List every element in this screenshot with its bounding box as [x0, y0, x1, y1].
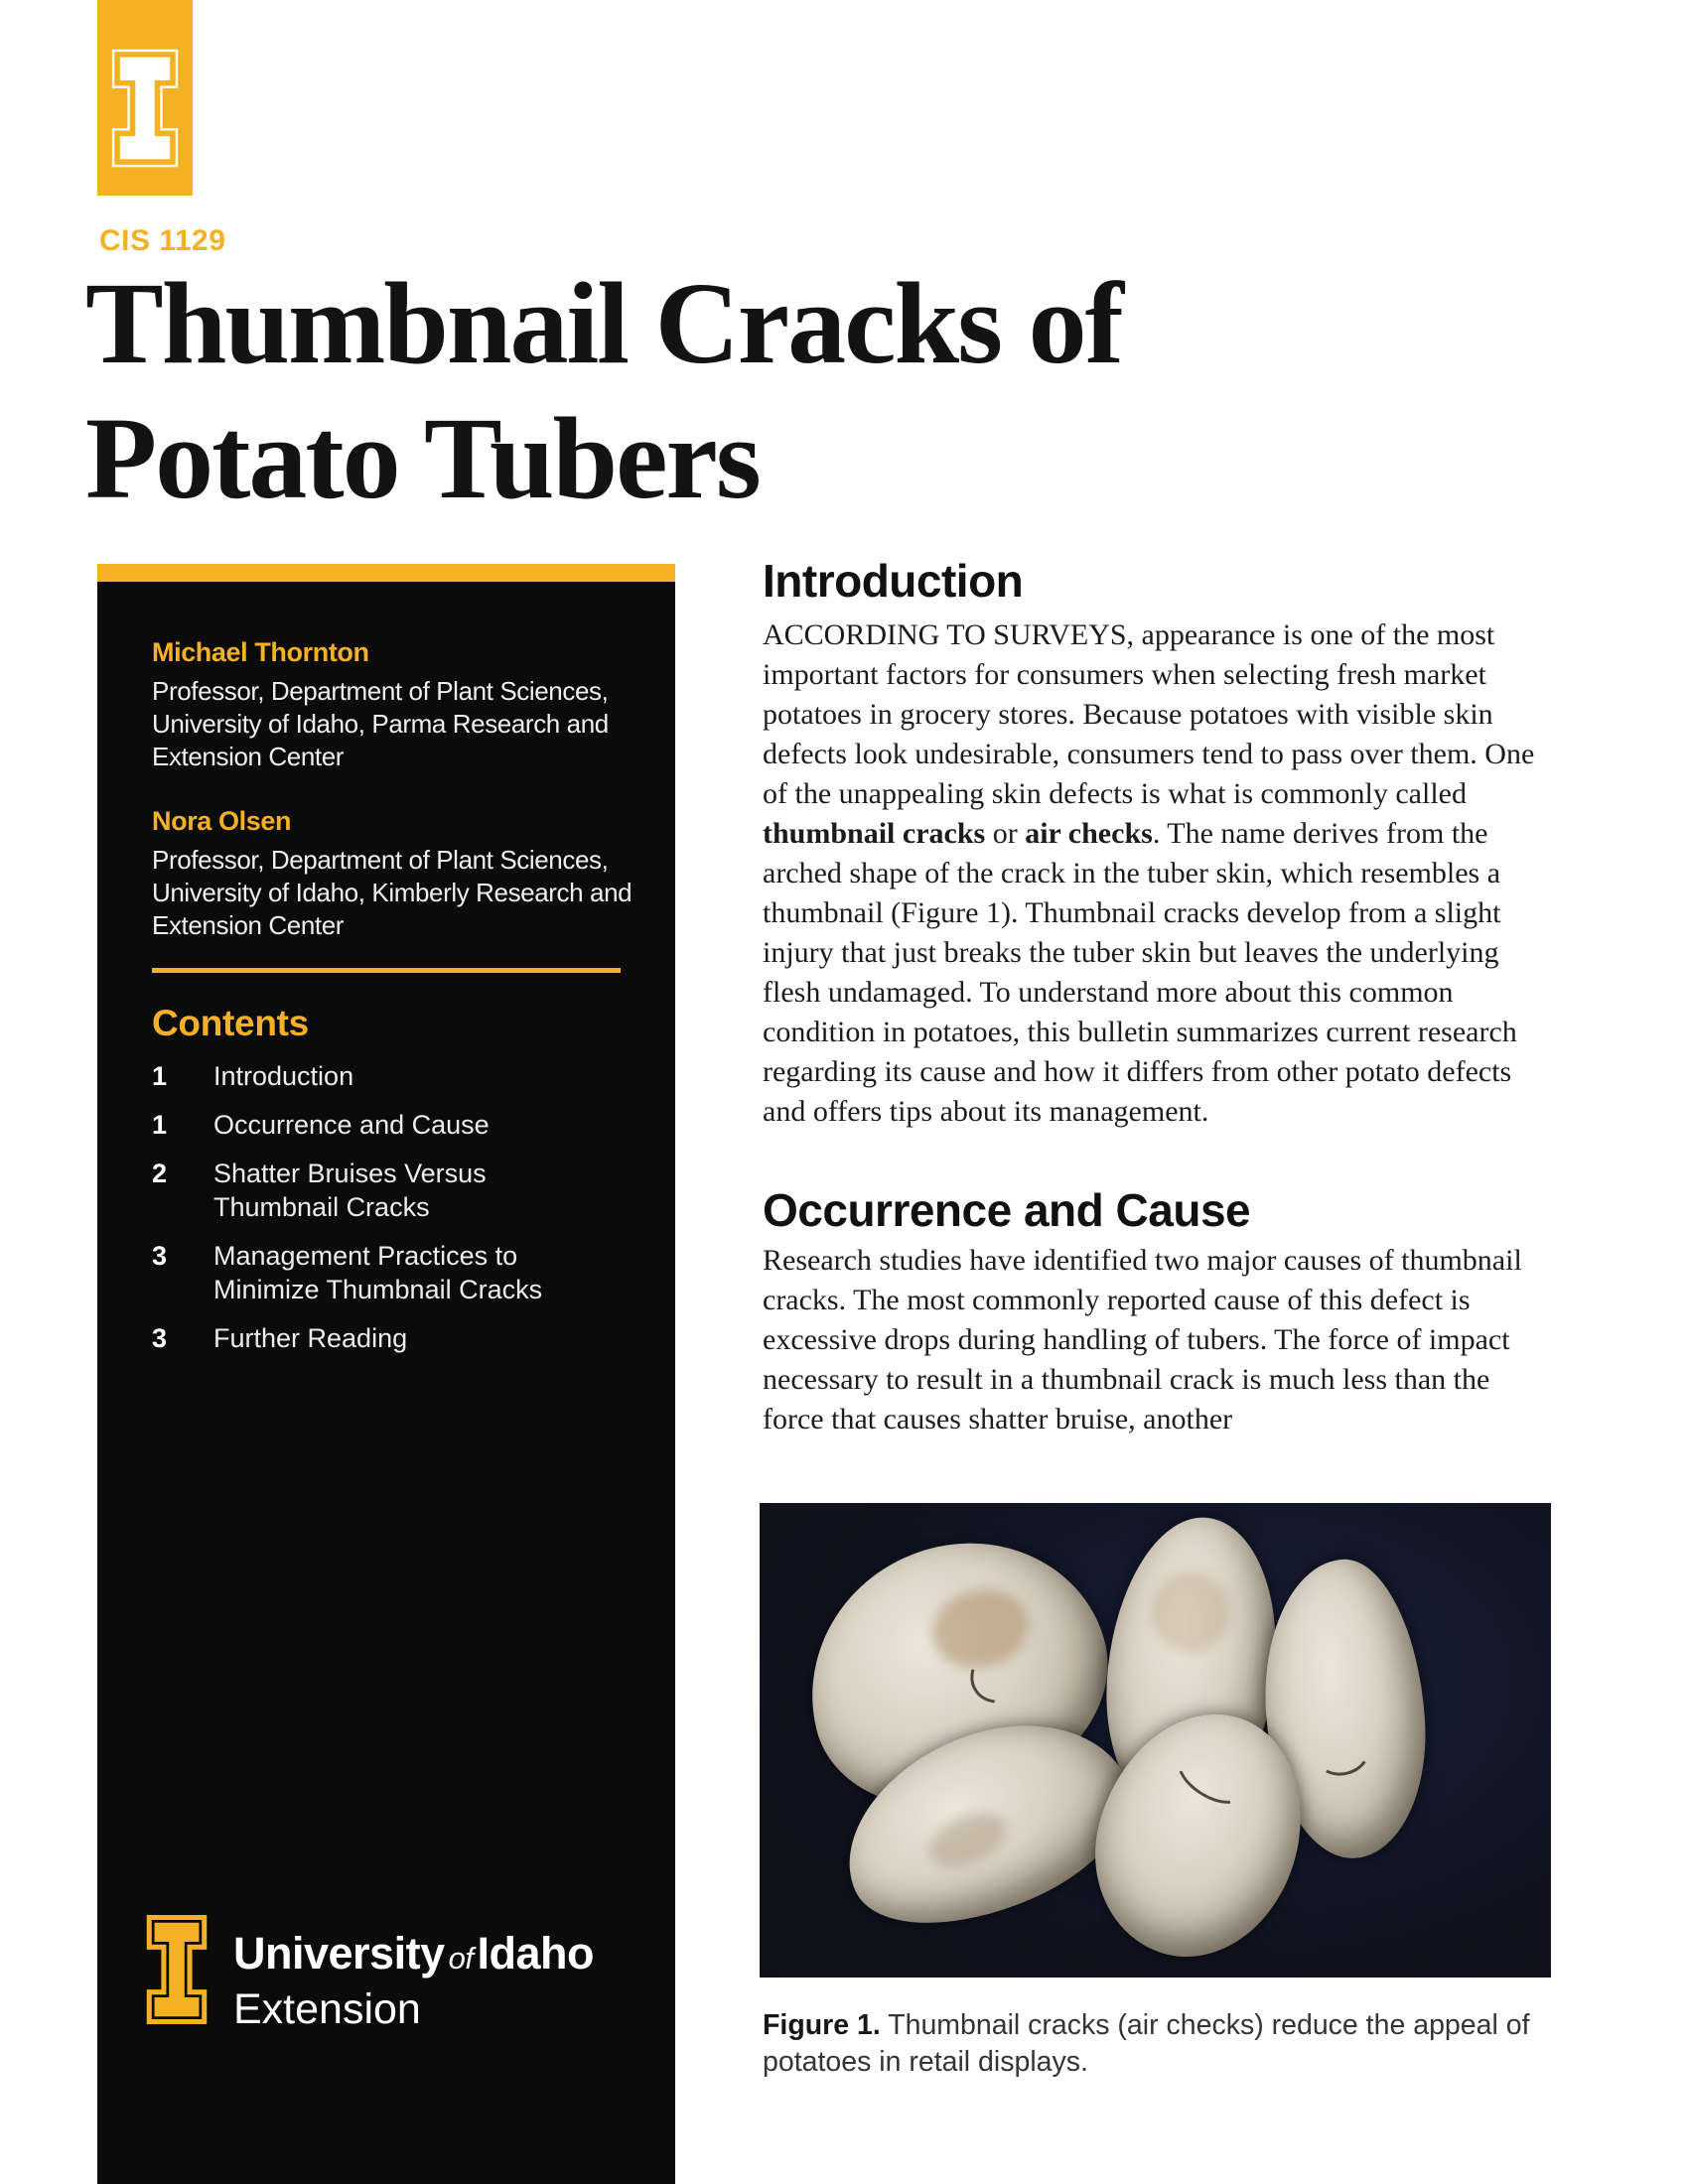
author-block	[152, 637, 640, 773]
occurrence-paragraph: Research studies have identified two major causes of thumbnail cracks. The most commonly reported cause of this defect is excessive drops during handling of tubers. The force of impact necessary to result in a thumbnail crack is much less than the force that causes shatter bruise, another	[763, 1244, 1522, 1435]
toc-item-label: Occurrence and Cause	[213, 1110, 490, 1140]
contents-heading: Contents	[152, 1003, 309, 1043]
section-heading-occurrence-and-cause: Occurrence and Cause	[763, 1184, 1251, 1236]
author-name: Nora Olsen	[152, 806, 292, 836]
extension-brandmark	[144, 1906, 594, 2038]
toc-item	[152, 1059, 619, 1093]
potato-blemish	[1147, 1569, 1234, 1657]
toc-item	[152, 1108, 619, 1142]
author-name: Michael Thornton	[152, 637, 369, 667]
figure-1-photo	[760, 1503, 1551, 1978]
toc-item-label: Further Reading	[213, 1323, 408, 1353]
author-block	[152, 806, 640, 942]
toc-page-number: 3	[152, 1323, 168, 1353]
university-of-idaho-logo-block	[97, 0, 193, 196]
introduction-paragraph: ACCORDING TO SURVEYS, appearance is one of the most important factors for consumers when selecting fresh market potatoes in grocery stores. Because potatoes with visible skin defects look undesirable, consumers tend to pass over them. One of the unappealing skin defects is what is commonly called thumbnail cracks or air checks. The name derives from the arched shape of the crack in the tuber skin, which resembles a thumbnail (Figure 1). Thumbnail cracks develop from a slight injury that just breaks the tuber skin but leaves the underlying flesh undamaged. To understand more about this common condition in potatoes, this bulletin summarizes current research regarding its cause and how it differs from other potato defects and offers tips about its management.	[763, 618, 1535, 1128]
table-of-contents	[152, 1059, 619, 1370]
figure-label: Figure 1.	[763, 2009, 881, 2041]
thumbnail-crack-mark	[1309, 1721, 1375, 1782]
toc-item	[152, 1157, 619, 1224]
toc-item-label: Management Practices to Minimize Thumbnail Cracks	[213, 1241, 543, 1304]
thumbnail-crack-mark	[1167, 1735, 1256, 1815]
toc-page-number: 2	[152, 1159, 168, 1188]
author-list	[152, 637, 640, 975]
sidebar-divider	[152, 968, 621, 973]
author-role: Professor, Department of Plant Sciences, University of Idaho, Parma Research and Extension Center	[152, 676, 609, 771]
sidebar-accent-bar	[97, 564, 675, 582]
section-heading-introduction: Introduction	[763, 555, 1024, 607]
brand-idaho: Idaho	[477, 1928, 594, 1979]
uidaho-block-i-icon	[144, 1906, 210, 2038]
toc-item-label: Shatter Bruises Versus Thumbnail Cracks	[213, 1159, 487, 1222]
toc-page-number: 1	[152, 1110, 168, 1140]
author-role: Professor, Department of Plant Sciences, University of Idaho, Kimberly Research and Extension Center	[152, 845, 633, 940]
page-title: Thumbnail Cracks of Potato Tubers	[85, 258, 1122, 523]
toc-item	[152, 1321, 619, 1355]
toc-item-label: Introduction	[213, 1061, 354, 1091]
brand-wordmark	[233, 1928, 594, 2034]
series-code: CIS 1129	[99, 224, 226, 257]
figure-1-caption	[763, 2007, 1557, 2081]
toc-page-number: 3	[152, 1241, 168, 1271]
brand-of: of	[448, 1941, 474, 1976]
toc-item	[152, 1239, 619, 1306]
brand-university: University	[233, 1928, 445, 1979]
figure-caption-text: Thumbnail cracks (air checks) reduce the appeal of potatoes in retail displays.	[763, 2009, 1530, 2078]
sidebar	[97, 564, 675, 2184]
toc-page-number: 1	[152, 1061, 168, 1091]
potato-blemish	[920, 1804, 1014, 1879]
brand-extension: Extension	[233, 1985, 421, 2033]
